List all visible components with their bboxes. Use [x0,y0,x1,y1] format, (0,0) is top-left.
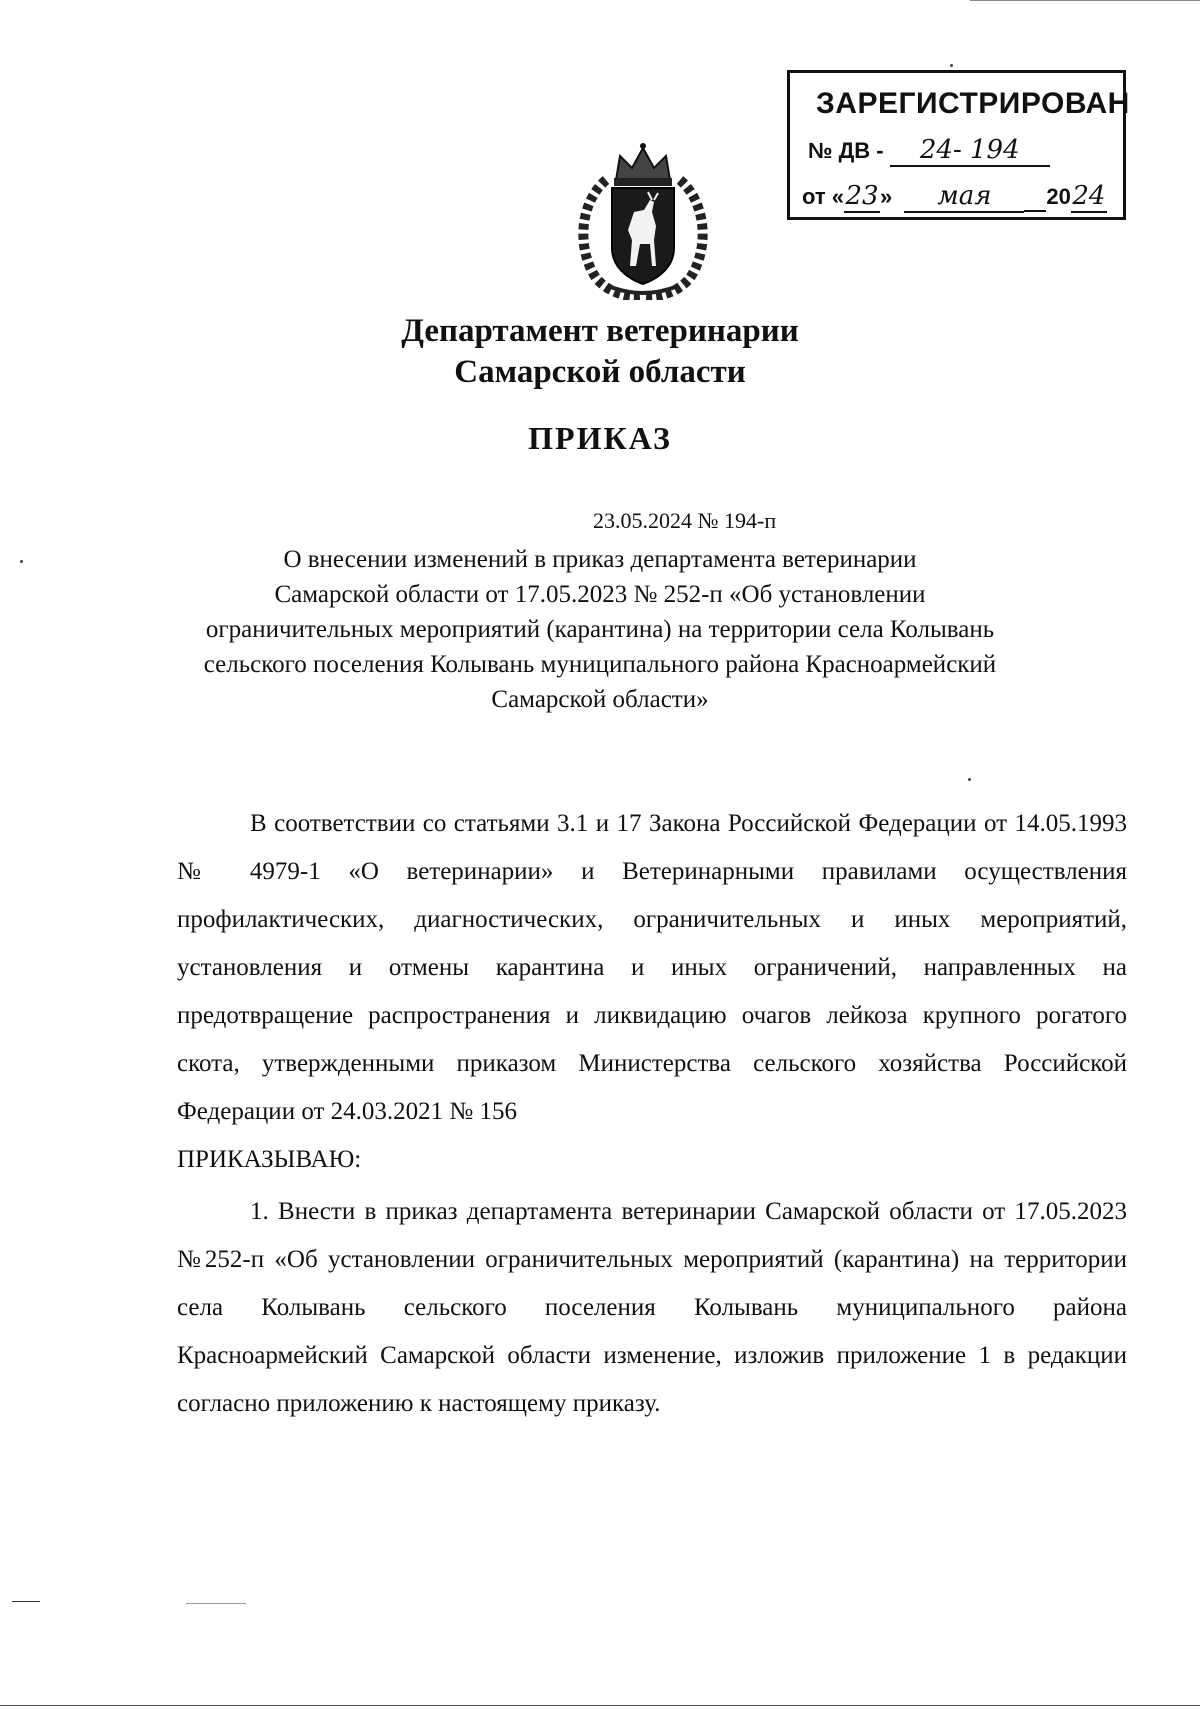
scan-artifact [968,778,971,781]
order-subject [150,542,1050,717]
scan-artifact [186,1603,246,1604]
registration-stamp [787,70,1130,220]
department-name-line1: Департамент ветеринарии [401,313,799,349]
stamp-day-handwritten: 23 [845,181,879,211]
stamp-number-row [808,135,1050,167]
stamp-year-handwritten: 24 [1072,181,1106,211]
preamble-text: В соответствии со статьями 3.1 и 17 Закона Российской Федерации от 14.05.1993 № 4979-1 «О ветеринарии» и Ветеринарными правилами осуществления профилактических, диагностических, ограничительных и иных мероприятий, установления и отмены карантина и иных ограничений, направленных на предотвращение распространения и ликвидацию очагов лейкоза крупного рогатого скота, утвержденными приказом Министерства сельского хозяйства Российской Федерации от 24.03.2021 № 156 [177,810,1127,1125]
stamp-number-prefix: № ДВ - [808,138,884,163]
stamp-number-handwritten: 24- 194 [890,135,1050,167]
stamp-day-close: » [880,184,893,209]
subject-line: сельского поселения Колывань муниципального района Красноармейский [203,651,997,678]
preamble-paragraph [177,800,1127,1184]
scan-artifact [20,560,23,563]
scan-artifact [12,1601,40,1602]
subject-line: О внесении изменений в приказ департамента ветеринарии [283,546,917,573]
stamp-title: ЗАРЕГИСТРИРОВАН [816,87,1130,120]
stamp-date-row [802,181,1107,213]
order-word: ПРИКАЗЫВАЮ: [177,1146,362,1173]
subject-line: Самарской области» [491,686,709,713]
document-type: ПРИКАЗ [528,420,672,456]
scan-artifact [970,0,1200,1]
order-item-1: 1. Внести в приказ департамента ветеринарии Самарской области от 17.05.2023 №252-п «Об установлении ограничительных мероприятий (карантина) на территории села Колывань сельского поселения Колывань муниципального района Красноармейский Самарской области изменение, изложив приложение 1 в редакции согласно приложению к настоящему приказу. [177,1198,1127,1417]
subject-line: Самарской области от 17.05.2023 № 252-п «Об установлении [274,581,926,608]
order-date-number: 23.05.2024 № 194-п [593,508,777,533]
subject-line: ограничительных мероприятий (карантина) на территории села Колывань [205,616,995,643]
department-name-line2: Самарской области [454,354,746,390]
stamp-month-handwritten: мая [904,181,1024,213]
samara-coat-of-arms-icon [568,140,718,300]
stamp-date-prefix: от « [802,184,845,209]
stamp-year-prefix: 20 [1046,184,1071,209]
scan-artifact [950,64,953,67]
scan-artifact [0,1705,1200,1706]
